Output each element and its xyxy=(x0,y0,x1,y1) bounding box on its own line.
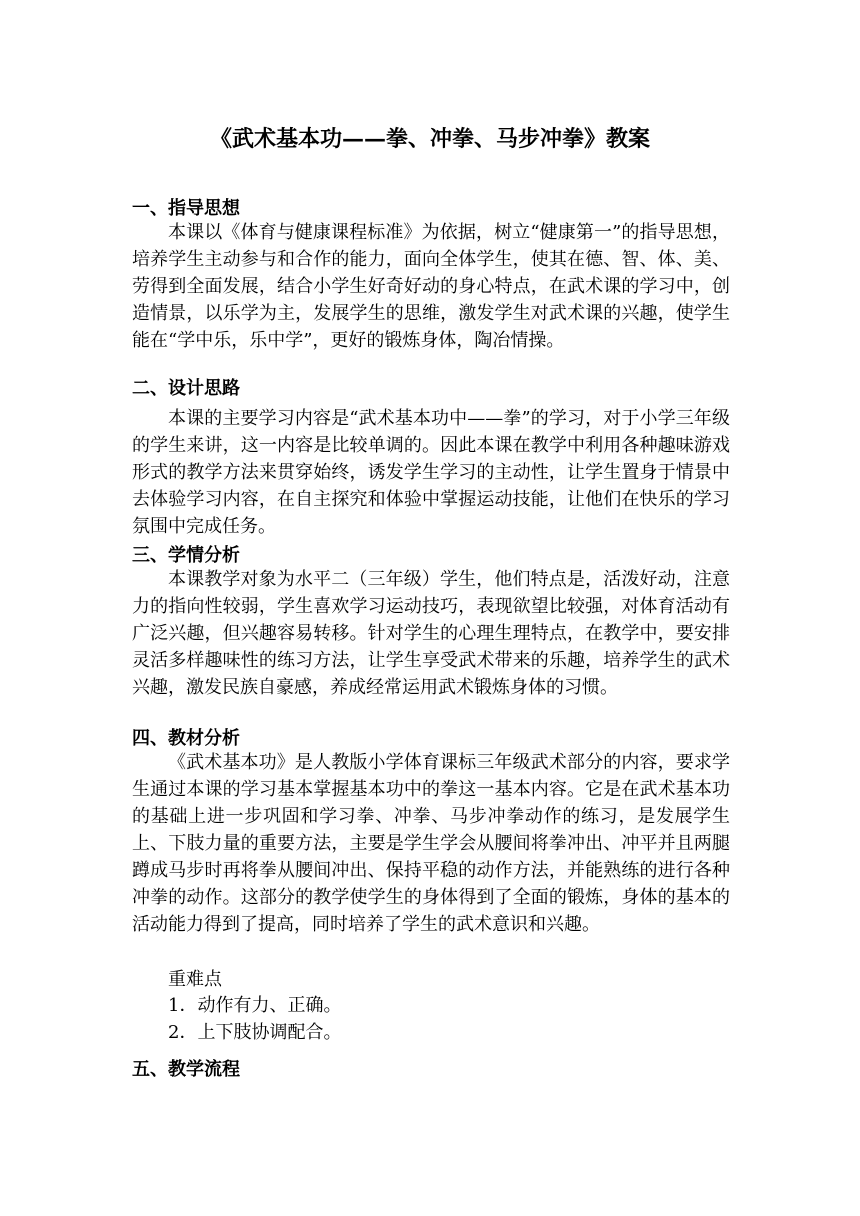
section-heading-learner-analysis: 三、学情分析 xyxy=(132,545,240,566)
key-point-item: 2．上下肢协调配合。 xyxy=(168,1022,342,1043)
section-paragraph-design-ideas: 本课的主要学习内容是“武术基本功中——拳”的学习，对于小学三年级的学生来讲，这一内容是比较单调的。因此本课在教学中利用各种趣味游戏形式的教学方法来贯穿始终，诱发学生学习的主动性，让学生置身于情景中去体验学习内容，在自主探究和体验中掌握运动技能，让他们在快乐的学习氛围中完成任务。 xyxy=(132,408,730,537)
section-heading-design-ideas: 二、设计思路 xyxy=(132,378,240,399)
section-paragraph-material-analysis: 《武术基本功》是人教版小学体育课标三年级武术部分的内容，要求学生通过本课的学习基本掌握基本功中的拳这一基本内容。它是在武术基本功的基础上进一步巩固和学习拳、冲拳、马步冲拳动作的练习，是发展学生上、下肢力量的重要方法，主要是学生学会从腰间将拳冲出、冲平并且两腿蹲成马步时再将拳从腰间冲出、保持平稳的动作方法，并能熟练的进行各种冲拳的动作。这部分的教学使学生的身体得到了全面的锻炼，身体的基本的活动能力得到了提高，同时培养了学生的武术意识和兴趣。 xyxy=(132,752,730,935)
section-paragraph-guiding-ideology: 本课以《体育与健康课程标准》为依据，树立“健康第一”的指导思想，培养学生主动参与和合作的能力，面向全体学生，使其在德、智、体、美、劳得到全面发展，结合小学生好奇好动的身心特点，在武术课的学习中，创造情景，以乐学为主，发展学生的思维，激发学生对武术课的兴趣，使学生能在“学中乐，乐中学”，更好的锻炼身体，陶冶情操。 xyxy=(132,222,730,351)
section-heading-material-analysis: 四、教材分析 xyxy=(132,728,240,749)
key-point-item: 1．动作有力、正确。 xyxy=(168,995,342,1016)
section-heading-guiding-ideology: 一、指导思想 xyxy=(132,198,240,219)
section-paragraph-learner-analysis: 本课教学对象为水平二（三年级）学生，他们特点是，活泼好动，注意力的指向性较弱，学生喜欢学习运动技巧，表现欲望比较强，对体育活动有广泛兴趣，但兴趣容易转移。针对学生的心理生理特点，在教学中，要安排灵活多样趣味性的练习方法，让学生享受武术带来的乐趣，培养学生的武术兴趣，激发民族自豪感，养成经常运用武术锻炼身体的习惯。 xyxy=(132,569,730,698)
key-points-label: 重难点 xyxy=(168,969,222,990)
document-title: 《武术基本功——拳、冲拳、马步冲拳》教案 xyxy=(209,126,650,152)
section-heading-teaching-process: 五、教学流程 xyxy=(132,1059,240,1080)
